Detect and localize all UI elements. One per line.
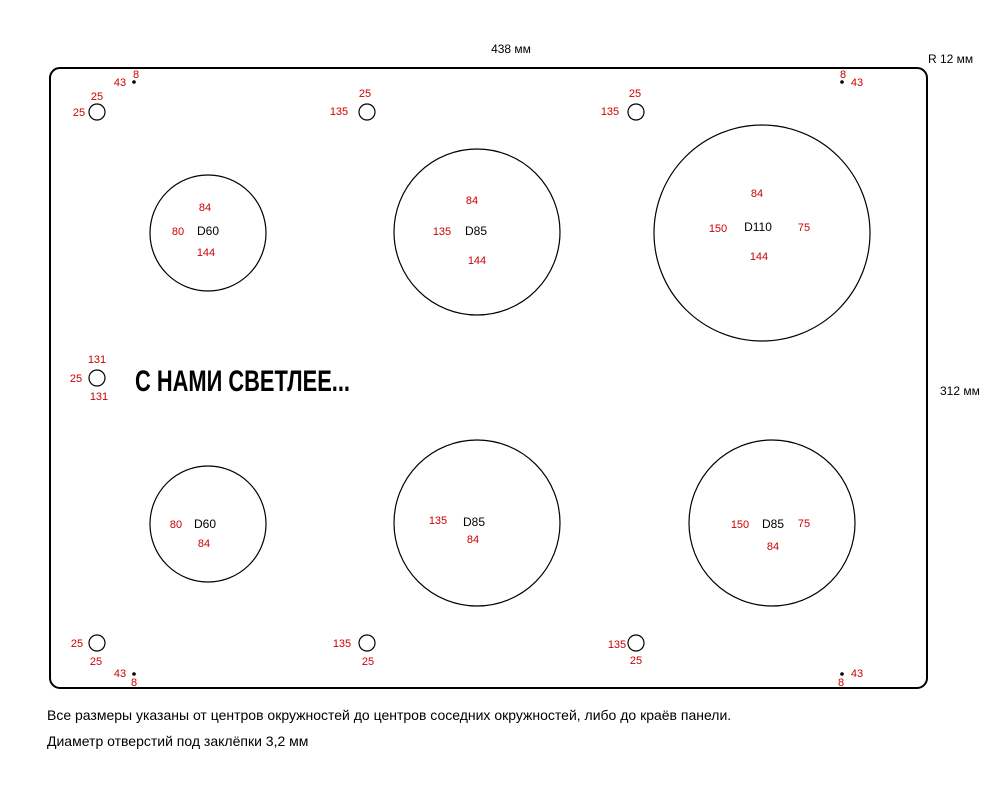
corner-mark [114, 69, 139, 89]
rivet-hole-circle [89, 635, 105, 651]
hole-diameter-label: D60 [193, 517, 217, 531]
dimension-label: 25 [358, 88, 372, 100]
dimension-label: 135 [600, 106, 620, 118]
dimension-label: 84 [465, 195, 479, 207]
dimension-label: 75 [797, 222, 811, 234]
dimension-label: 25 [72, 107, 86, 119]
dimension-label: 84 [197, 538, 211, 550]
dimension-label: 43 [113, 668, 127, 680]
dimension-label: 84 [466, 534, 480, 546]
hole-diameter-label: D85 [464, 224, 488, 238]
dimension-label: 8 [839, 69, 847, 81]
dimension-label: 135 [428, 515, 448, 527]
hole-diameter-label: D85 [462, 515, 486, 529]
note-rivet-diameter: Диаметр отверстий под заклёпки 3,2 мм [47, 733, 309, 749]
lamp-hole [654, 125, 870, 341]
rivet-hole [70, 354, 108, 403]
dimension-label: 135 [329, 106, 349, 118]
rivet-hole-circle [359, 635, 375, 651]
dimension-label: 144 [749, 251, 769, 263]
height-dimension: 312 мм [940, 384, 980, 398]
dimension-label: 84 [750, 188, 764, 200]
rivet-hole [330, 88, 375, 120]
dimension-label: 80 [169, 519, 183, 531]
dimension-label: 25 [628, 88, 642, 100]
dimension-label: 25 [70, 638, 84, 650]
width-dimension: 438 мм [491, 42, 531, 56]
dimension-label: 25 [629, 655, 643, 667]
lamp-hole [394, 149, 560, 315]
rivet-hole-circle [89, 370, 105, 386]
lamp-hole [689, 440, 855, 606]
dimension-label: 135 [607, 639, 627, 651]
dimension-label: 8 [132, 69, 140, 81]
rivet-hole [608, 635, 644, 667]
dimension-label: 135 [432, 226, 452, 238]
rivet-hole [601, 88, 644, 120]
rivet-hole-circle [628, 635, 644, 651]
corner-mark [840, 69, 863, 89]
dimension-label: 25 [361, 656, 375, 668]
rivet-hole [73, 91, 105, 120]
dimension-label: 25 [89, 656, 103, 668]
rivet-hole-circle [628, 104, 644, 120]
rivet-hole [71, 635, 105, 668]
dimension-label: 144 [196, 247, 216, 259]
dimension-label: 25 [69, 373, 83, 385]
corner-dot [840, 672, 844, 676]
hole-diameter-label: D85 [761, 517, 785, 531]
dimension-label: 43 [850, 77, 864, 89]
corner-mark [838, 668, 863, 689]
dimension-label: 43 [113, 77, 127, 89]
dimension-label: 25 [90, 91, 104, 103]
dimension-label: 150 [708, 223, 728, 235]
hole-diameter-label: D110 [744, 220, 772, 234]
dimension-label: 8 [130, 677, 138, 689]
lamp-hole [150, 175, 266, 291]
rivet-hole [333, 635, 375, 668]
rivet-hole-circle [359, 104, 375, 120]
slogan-text: С НАМИ СВЕТЛЕЕ... [135, 365, 350, 398]
dimension-label: 131 [89, 391, 109, 403]
dimension-label: 150 [730, 519, 750, 531]
lamp-hole [394, 440, 560, 606]
dimension-label: 43 [850, 668, 864, 680]
dimension-label: 80 [171, 226, 185, 238]
dimension-label: 8 [837, 677, 845, 689]
dimension-label: 131 [87, 354, 107, 366]
hole-diameter-label: D60 [196, 224, 220, 238]
dimension-label: 84 [766, 541, 780, 553]
dimension-label: 144 [467, 255, 487, 267]
corner-dot [132, 672, 136, 676]
dimension-label: 135 [332, 638, 352, 650]
corner-mark [114, 668, 137, 689]
dimension-label: 75 [797, 518, 811, 530]
lamp-hole [150, 466, 266, 582]
dimension-label: 84 [198, 202, 212, 214]
corner-radius-label: R 12 мм [928, 52, 974, 66]
note-dimensions: Все размеры указаны от центров окружностей до центров соседних окружностей, либо до краёв панели. [47, 707, 732, 723]
rivet-hole-circle [89, 104, 105, 120]
